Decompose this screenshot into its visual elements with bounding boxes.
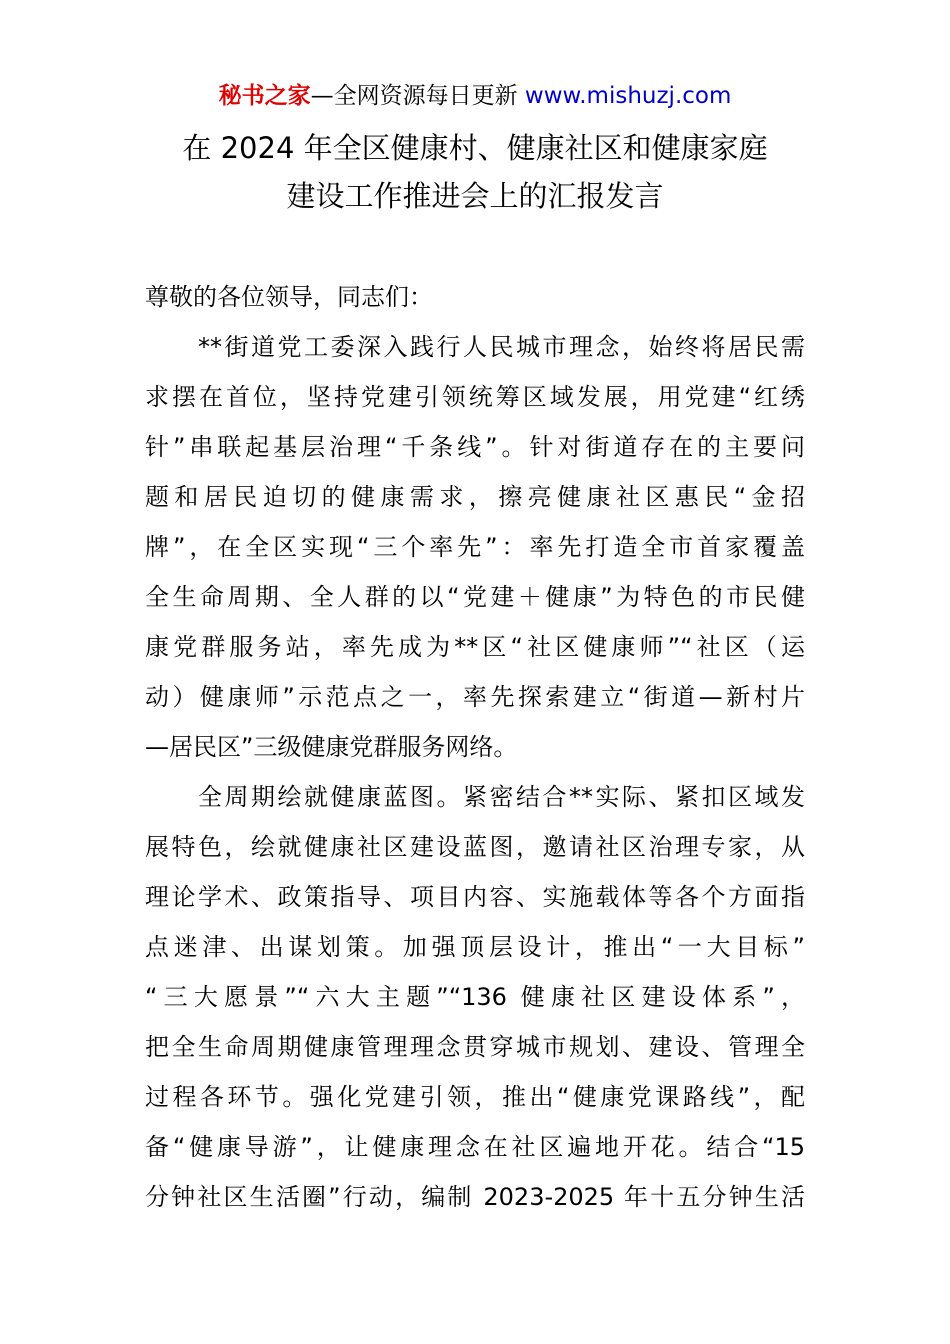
paragraph-line: 分钟社区生活圈”行动，编制 2023-2025 年十五分钟生活 [145,1183,805,1211]
paragraph-line: 针”串联起基层治理“千条线”。针对街道存在的主要问 [145,433,805,461]
paragraph-line: 动）健康师”示范点之一，率先探索建立“街道—新村片 [145,683,805,711]
paragraph-line: 备“健康导游”，让健康理念在社区遍地开花。结合“15 [145,1133,805,1161]
paragraph-line: 全生命周期、全人群的以“党建＋健康”为特色的市民健 [145,583,805,611]
paragraph-line: 全周期绘就健康蓝图。紧密结合**实际、紧扣区域发 [145,783,805,811]
paragraph-line: 康党群服务站，率先成为**区“社区健康师”“社区（运 [145,633,805,661]
salutation: 尊敬的各位领导，同志们： [145,283,433,311]
paragraph-line: “三大愿景”“六大主题”“136 健康社区建设体系”， [145,983,805,1011]
site-brand: 秘书之家 [218,83,311,109]
document-title-line-2: 建设工作推进会上的汇报发言 [286,179,664,213]
paragraph-line: 求摆在首位，坚持党建引领统筹区域发展，用党建“红绣 [145,383,805,411]
paragraph-line: 展特色，绘就健康社区建设蓝图，邀请社区治理专家，从 [145,833,805,861]
paragraph-line: —居民区”三级健康党群服务网络。 [145,733,518,761]
site-tagline: —全网资源每日更新 [310,83,518,109]
paragraph-line: **街道党工委深入践行人民城市理念，始终将居民需 [145,333,805,361]
paragraph-line: 过程各环节。强化党建引领，推出“健康党课路线”，配 [145,1083,805,1111]
site-header [0,80,950,112]
paragraph-line: 牌”，在全区实现“三个率先”：率先打造全市首家覆盖 [145,533,805,561]
paragraph-line: 把全生命周期健康管理理念贯穿城市规划、建设、管理全 [145,1033,805,1061]
paragraph-line: 理论学术、政策指导、项目内容、实施载体等各个方面指 [145,883,805,911]
document-title-line-1: 在 2024 年全区健康村、健康社区和健康家庭 [182,131,768,165]
paragraph-line: 题和居民迫切的健康需求，擦亮健康社区惠民“金招 [145,483,805,511]
paragraph-line: 点迷津、出谋划策。加强顶层设计，推出“一大目标” [145,933,805,961]
site-url-link[interactable]: www.mishuzj.com [524,83,732,109]
